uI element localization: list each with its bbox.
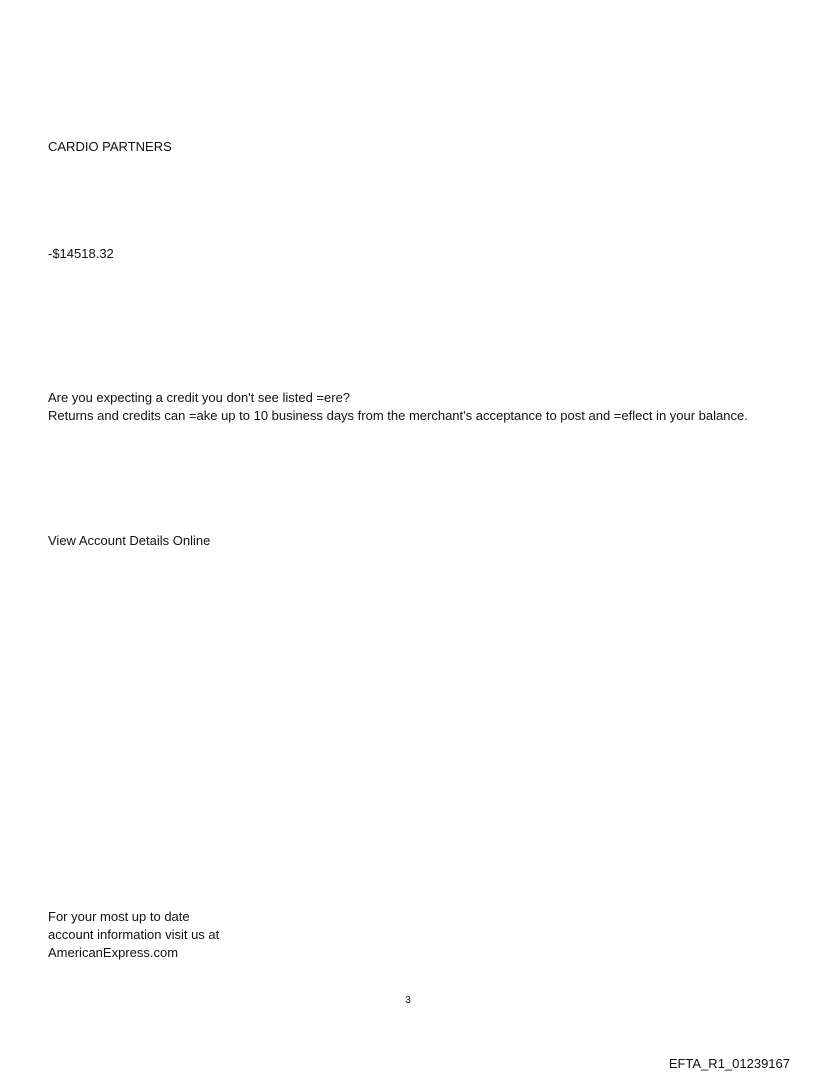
footer-info — [48, 908, 219, 962]
credit-details: Returns and credits can =ake up to 10 business days from the merchant's acceptance to post and =eflect in your balance. — [48, 408, 748, 423]
footer-line-2: account information visit us at — [48, 927, 220, 942]
document-id: EFTA_R1_01239167 — [668, 1056, 790, 1071]
credit-question: Are you expecting a credit you don't see listed =ere? — [48, 390, 351, 405]
view-account-details-link[interactable]: View Account Details Online — [48, 533, 211, 548]
page-number: 3 — [405, 995, 411, 1006]
transaction-amount: -$14518.32 — [48, 246, 114, 261]
footer-website: AmericanExpress.com — [48, 945, 179, 960]
merchant-name: CARDIO PARTNERS — [48, 139, 172, 154]
footer-line-1: For your most up to date — [48, 909, 190, 924]
